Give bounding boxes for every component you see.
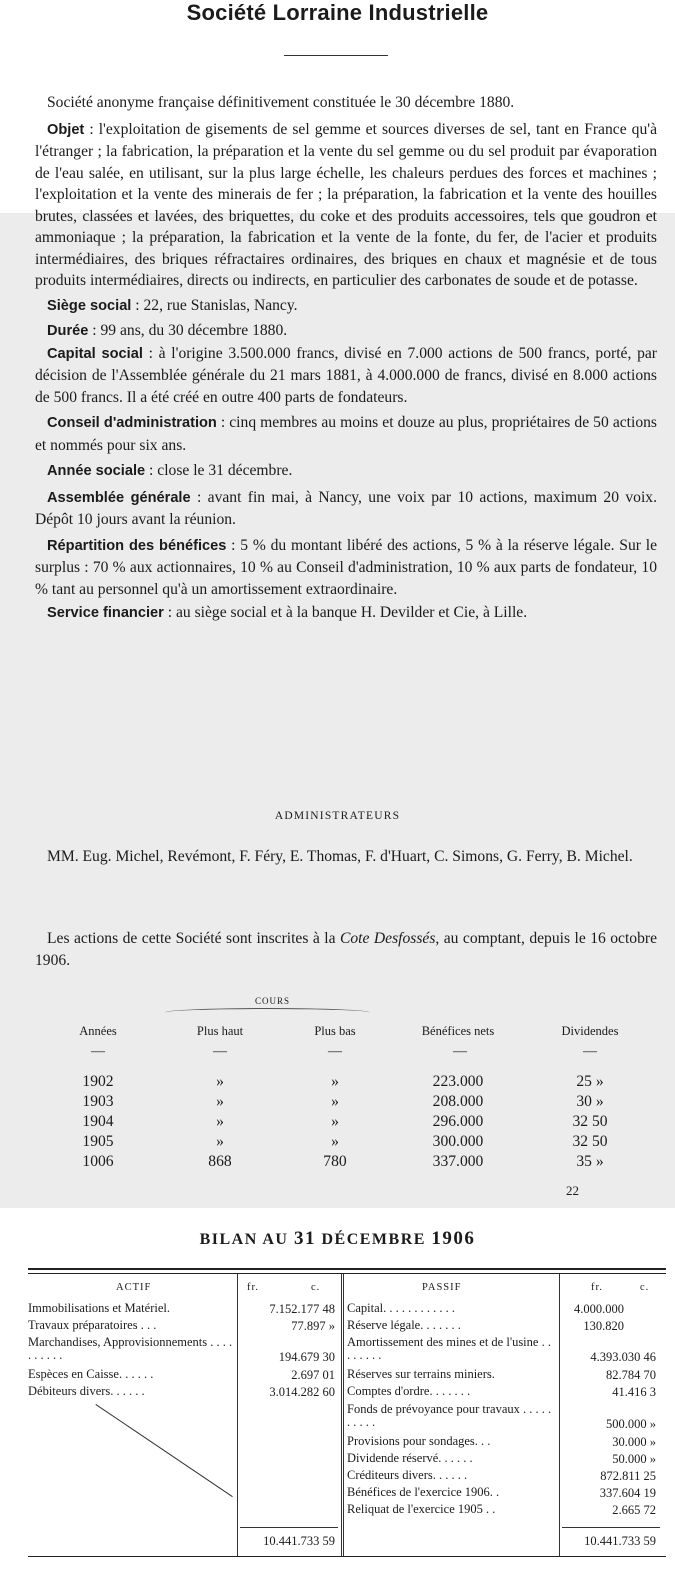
passif-row-label: Créditeurs divers. . . . . .: [347, 1468, 468, 1482]
passif-row-label: Capital. . . . . . . . . . . .: [347, 1301, 455, 1315]
cours-cell: 25 »: [576, 1073, 604, 1090]
actif-row-value: 3.014.282 60: [269, 1385, 335, 1399]
col-dash: —: [583, 1044, 597, 1059]
conseil-text: : cinq membres au moins et douze au plus, propriétaires de 50 actions et nommés pour six ans.: [35, 414, 657, 454]
passif-row-value: 4.000.000: [574, 1302, 624, 1316]
duree-paragraph: [35, 320, 657, 343]
col-header-plus-haut: Plus haut: [196, 1024, 244, 1038]
cote-paragraph: [35, 928, 657, 972]
passif-row-value: 41.416 3: [612, 1385, 656, 1399]
admins-names: MM. Eug. Michel, Revémont, F. Féry, E. Thomas, F. d'Huart, C. Simons, G. Ferry, B. Michel.: [47, 848, 633, 865]
capital-text: : à l'origine 3.500.000 francs, divisé en 7.000 actions de 500 francs, porté, par décision de l'Assemblée générale du 21 mars 1881, à 4.000.000 de francs, divisé en 8.000 actions de 500 francs. Il a été créé en outre 400 parts de fondateurs.: [35, 344, 657, 406]
cote-before: Les actions de cette Société sont inscrites à la: [47, 930, 340, 947]
bilan-title: [0, 1228, 675, 1250]
repartition-paragraph: [35, 535, 657, 601]
passif-row-label: Amortissement des mines et de l'usine . . . . . . . .: [347, 1335, 551, 1362]
cours-cell: 32 50: [572, 1113, 608, 1130]
service-paragraph: [35, 602, 657, 625]
siege-paragraph: [35, 295, 657, 318]
bilan-bottom-rule: [28, 1556, 666, 1557]
passif-row-value: 4.393.030 46: [590, 1350, 656, 1364]
admins-list: [35, 846, 657, 868]
passif-unit-fr: fr.: [591, 1282, 604, 1293]
cours-cell: 1905: [82, 1133, 114, 1150]
page-title: Société Lorraine Industrielle: [186, 0, 489, 25]
actif-value-column-line: [237, 1274, 238, 1557]
bilan-top-rule: [28, 1268, 666, 1270]
actif-row-value: 194.679 30: [278, 1350, 335, 1364]
passif-total: 10.441.733 59: [584, 1534, 656, 1548]
passif-row-value: 2.665 72: [612, 1503, 656, 1517]
cours-cell: 1904: [82, 1113, 114, 1130]
intro-paragraph: Société anonyme française définitivement constituée le 30 décembre 1880.: [47, 94, 515, 111]
cours-cell: »: [216, 1093, 224, 1110]
service-text: : au siège social et à la banque H. Devilder et Cie, à Lille.: [163, 604, 528, 621]
objet-label: Objet: [47, 121, 85, 138]
cote-after: , au comptant, depuis le 16 octobre 1906.: [35, 930, 658, 969]
passif-total-rule: [562, 1527, 660, 1528]
passif-row-value: 872.811 25: [600, 1469, 656, 1483]
assemblee-text: : avant fin mai, à Nancy, une voix par 10 actions, maximum 20 voix. Dépôt 10 jours avant la réunion.: [35, 488, 657, 528]
service-label: Service financier: [47, 605, 164, 621]
cours-cell: »: [331, 1113, 339, 1130]
repartition-label: Répartition des bénéfices: [47, 537, 227, 554]
cours-cell: 868: [208, 1153, 232, 1170]
cours-cell: 300.000: [432, 1133, 484, 1150]
col-header-benefices: Bénéfices nets: [421, 1024, 495, 1038]
repartition-text: : 5 % du montant libéré des actions, 5 % à la réserve légale. Sur le surplus : 70 % aux actionnaires, 10 % au Conseil d'administration, 10 % aux parts de fondateur, 10 % tant au personnel qu'à un amortissement extraordinaire.: [35, 536, 658, 598]
passif-row-label: Provisions pour sondages. . .: [347, 1434, 491, 1448]
admins-heading: ADMINISTRATEURS: [274, 810, 401, 822]
cours-cell: 35 »: [576, 1153, 604, 1170]
page-number: 22: [566, 1183, 579, 1198]
passif-value-column-line: [559, 1274, 560, 1557]
col-dash: —: [328, 1044, 342, 1059]
cours-cell: 1006: [82, 1153, 114, 1170]
passif-row-label: Comptes d'ordre. . . . . . .: [347, 1384, 471, 1398]
bilan-title-pre: BILAN AU: [199, 1231, 294, 1248]
cours-cell: »: [216, 1113, 224, 1130]
bilan-top-rule-thin: [28, 1273, 666, 1274]
cours-cell: 223.000: [432, 1073, 484, 1090]
cours-cell: 337.000: [432, 1153, 484, 1170]
passif-row-label: Bénéfices de l'exercice 1906. .: [347, 1485, 500, 1499]
passif-row-value: 82.784 70: [606, 1368, 656, 1382]
actif-unit-c: c.: [311, 1282, 321, 1293]
actif-row-label: Marchandises, Approvisionnements . . . . . . . . . .: [28, 1335, 233, 1362]
cours-cell: 780: [323, 1153, 347, 1170]
objet-text: : l'exploitation de gisements de sel gemme et sources diverses de sel, tant en France qu'à l'étranger ; la fabrication, la préparation et la vente du sel gemme ou du sel produit par évaporation de l'eau salée, en utilisant, sur la plus large échelle, les chaleurs perdues des forces et machines ; l'exploitation et la vente des minerais de fer ; la préparation, la fabrication et la vente des houilles brutes, classées et lavées, des briquettes, du coke et des produits accessoires, tels que goudron et ammoniaque ; la préparation, la fabrication et la vente de la fonte, du fer, de l'acier et produits intermédiaires, des briques réfractaires ordinaires, des briques en chaux et magnésie et de tous produits intermédiaires, directs ou indirects, en particulier des carbonates de soude et de potasse.: [35, 120, 657, 289]
cours-cell: »: [331, 1133, 339, 1150]
cours-cell: 1902: [82, 1073, 114, 1090]
annee-label: Année sociale: [47, 463, 146, 479]
actif-total-rule: [240, 1527, 338, 1528]
col-dash: —: [91, 1044, 105, 1059]
col-header-dividendes: Dividendes: [561, 1024, 619, 1038]
annee-paragraph: [35, 460, 657, 483]
actif-row-label: Espèces en Caisse. . . . . .: [28, 1367, 154, 1381]
duree-label: Durée: [47, 323, 89, 339]
passif-row-value: 500.000 »: [606, 1417, 656, 1431]
bilan-title-day: 31: [293, 1228, 316, 1249]
company-description: [35, 92, 657, 625]
conseil-paragraph: [35, 412, 657, 456]
cote-italic: Cote Desfossés: [339, 930, 436, 947]
cours-cell: 296.000: [432, 1113, 484, 1130]
cours-cell: 32 50: [572, 1133, 608, 1150]
passif-row-label: Réserve légale. . . . . . .: [347, 1318, 461, 1332]
actif-row-value: 2.697 01: [291, 1368, 335, 1382]
cours-cell: 1903: [82, 1093, 114, 1110]
cancellation-diagonal: [95, 1404, 232, 1497]
cours-cell: »: [331, 1073, 339, 1090]
assemblee-label: Assemblée générale: [47, 489, 191, 506]
actif-row-value: 77.897 »: [291, 1319, 335, 1333]
actif-row-label: Travaux préparatoires . . .: [28, 1318, 157, 1332]
duree-text: : 99 ans, du 30 décembre 1880.: [88, 322, 288, 339]
annee-text: : close le 31 décembre.: [145, 462, 293, 479]
actif-heading: ACTIF: [116, 1282, 152, 1293]
cours-cell: »: [216, 1073, 224, 1090]
actif-row-label: Immobilisations et Matériel.: [28, 1301, 170, 1315]
conseil-label: Conseil d'administration: [47, 415, 217, 431]
cours-cell: 208.000: [432, 1093, 484, 1110]
passif-row-label: Reliquat de l'exercice 1905 . .: [347, 1502, 496, 1516]
bilan-title-mid: DÉCEMBRE: [315, 1231, 432, 1248]
center-divider: [341, 1274, 344, 1557]
passif-row-value: 337.604 19: [599, 1486, 656, 1500]
actif-row-value: 7.152.177 48: [269, 1302, 335, 1316]
cours-group-label: COURS: [255, 996, 291, 1006]
cours-cell: 30 »: [576, 1093, 604, 1110]
capital-paragraph: [35, 343, 657, 409]
title-divider: [284, 55, 388, 56]
actif-total: 10.441.733 59: [263, 1534, 335, 1548]
siege-label: Siège social: [47, 297, 132, 314]
cours-cell: »: [331, 1093, 339, 1110]
siege-text: : 22, rue Stanislas, Nancy.: [131, 296, 298, 314]
bilan-title-year: 1906: [431, 1228, 476, 1249]
passif-unit-c: c.: [640, 1282, 650, 1293]
actif-unit-fr: fr.: [247, 1282, 260, 1293]
passif-row-value: 30.000 »: [612, 1435, 656, 1449]
objet-paragraph: [35, 119, 657, 292]
col-dash: —: [453, 1044, 467, 1059]
passif-row-label: Fonds de prévoyance pour travaux . . . . . . . . . .: [347, 1402, 552, 1429]
col-dash: —: [213, 1044, 227, 1059]
passif-heading: PASSIF: [422, 1282, 462, 1293]
passif-row-label: Dividende réservé. . . . . .: [347, 1451, 473, 1465]
col-header-plus-bas: Plus bas: [314, 1024, 356, 1038]
capital-label: Capital social: [47, 345, 143, 362]
cours-cell: »: [216, 1133, 224, 1150]
col-header-annees: Années: [79, 1024, 117, 1038]
passif-row-value: 50.000 »: [612, 1452, 656, 1466]
passif-row-label: Réserves sur terrains miniers.: [347, 1367, 495, 1381]
passif-row-value: 130.820: [583, 1319, 624, 1333]
assemblee-paragraph: [35, 487, 657, 531]
actif-row-label: Débiteurs divers. . . . . .: [28, 1384, 145, 1398]
cours-brace: [165, 1008, 370, 1017]
